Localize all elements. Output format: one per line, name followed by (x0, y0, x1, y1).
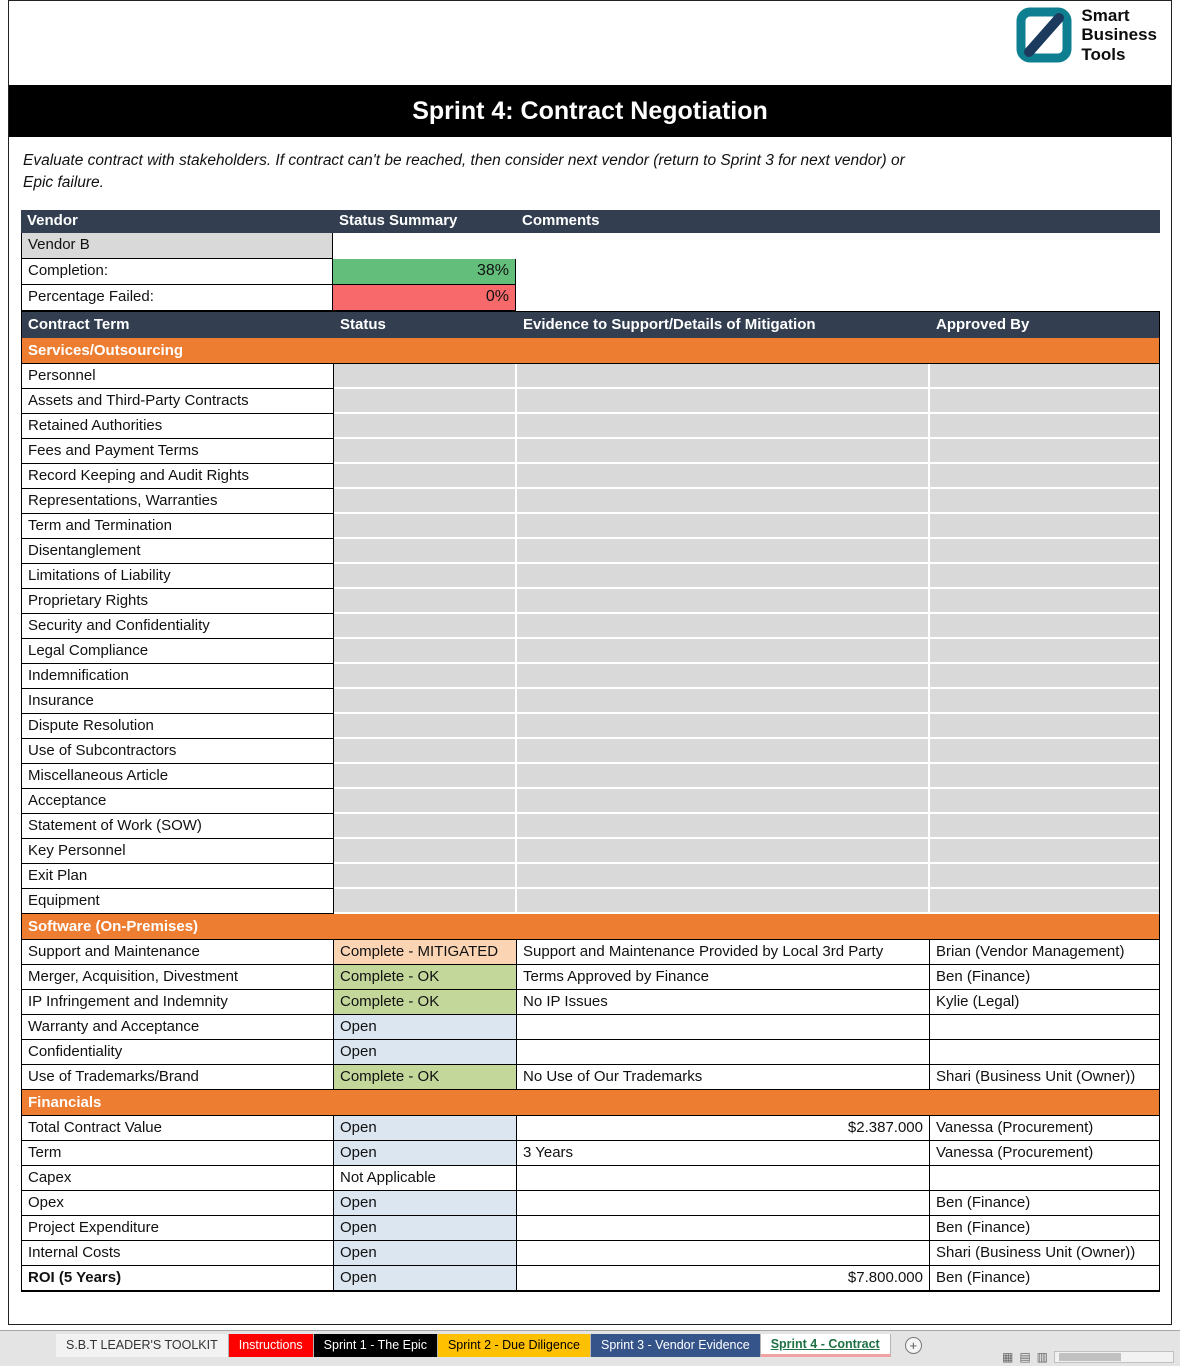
sheet-view-icon-3[interactable]: ▥ (1036, 1350, 1048, 1364)
table-row (22, 1015, 1159, 1040)
completion-value-cell[interactable]: 38% (333, 259, 516, 285)
table-row (22, 539, 1159, 564)
table-row (22, 464, 1159, 489)
cell-evidence[interactable]: Terms Approved by Finance (517, 965, 930, 990)
cell-evidence[interactable] (517, 1216, 930, 1241)
sheet-tab-s-b-t-leader-s-toolkit[interactable]: S.B.T LEADER'S TOOLKIT (56, 1334, 229, 1357)
cell-term[interactable]: Warranty and Acceptance (22, 1015, 334, 1040)
completion-row (21, 259, 1160, 285)
sheet-tab-instructions[interactable]: Instructions (229, 1334, 314, 1357)
cell-evidence[interactable] (517, 664, 930, 689)
table-row (22, 789, 1159, 814)
table-row (22, 739, 1159, 764)
cell-approved[interactable]: Ben (Finance) (930, 965, 1159, 990)
cell-approved[interactable]: Shari (Business Unit (Owner)) (930, 1241, 1159, 1266)
cell-approved[interactable] (930, 664, 1159, 689)
section-header-software-on-premises: Software (On-Premises) (22, 914, 1159, 940)
cell-status[interactable] (334, 489, 517, 514)
cell-term[interactable]: Internal Costs (22, 1241, 334, 1266)
sheet-tab-sprint-4-contract[interactable]: Sprint 4 - Contract (761, 1334, 891, 1357)
cell-approved[interactable] (930, 714, 1159, 739)
horizontal-scrollbar[interactable] (1054, 1351, 1174, 1363)
cell-term[interactable]: Total Contract Value (22, 1116, 334, 1141)
cell-status[interactable] (334, 439, 517, 464)
cell-evidence[interactable] (517, 1241, 930, 1266)
table-row (22, 1191, 1159, 1216)
cell-term[interactable]: ROI (5 Years) (22, 1266, 334, 1291)
cell-evidence[interactable] (517, 1191, 930, 1216)
cell-status[interactable] (334, 789, 517, 814)
cell-approved[interactable]: Brian (Vendor Management) (930, 940, 1159, 965)
failed-label[interactable]: Percentage Failed: (21, 285, 333, 311)
cell-evidence[interactable] (517, 689, 930, 714)
cell-term[interactable]: Disentanglement (22, 539, 334, 564)
cell-status[interactable]: Complete - OK (334, 965, 517, 990)
sheet-view-icon-2[interactable]: ▤ (1019, 1350, 1031, 1364)
cell-status[interactable]: Open (334, 1040, 517, 1065)
table-row (22, 589, 1159, 614)
cell-approved[interactable] (930, 789, 1159, 814)
cell-evidence[interactable] (517, 839, 930, 864)
cell-approved[interactable]: Vanessa (Procurement) (930, 1141, 1159, 1166)
cell-term[interactable]: Use of Trademarks/Brand (22, 1065, 334, 1090)
cell-approved[interactable] (930, 564, 1159, 589)
cell-evidence[interactable] (517, 564, 930, 589)
cell-evidence[interactable]: No IP Issues (517, 990, 930, 1015)
cell-evidence[interactable] (517, 1166, 930, 1191)
cell-status[interactable]: Open (334, 1015, 517, 1040)
sheet-view-icon-1[interactable]: ▦ (1001, 1350, 1014, 1364)
table-row (22, 1065, 1159, 1090)
table-row (22, 1040, 1159, 1065)
cell-status[interactable] (334, 739, 517, 764)
cell-approved[interactable] (930, 389, 1159, 414)
col-contract-term: Contract Term (28, 316, 130, 333)
sheet-tabs (56, 1334, 891, 1357)
cell-term[interactable]: Retained Authorities (22, 414, 334, 439)
cell-status[interactable] (334, 714, 517, 739)
cell-status[interactable] (334, 589, 517, 614)
table-row (22, 965, 1159, 990)
cell-approved[interactable] (930, 1166, 1159, 1191)
cell-evidence[interactable] (517, 614, 930, 639)
table-row (22, 514, 1159, 539)
top-strip (9, 1, 1171, 85)
cell-term[interactable]: Term (22, 1141, 334, 1166)
col-status: Status (340, 316, 386, 333)
table-row (22, 1141, 1159, 1166)
smart-business-tools-logo (1015, 6, 1157, 64)
new-sheet-button[interactable]: + (905, 1337, 922, 1354)
cell-status[interactable]: Open (334, 1116, 517, 1141)
logo-text (1081, 6, 1157, 63)
cell-approved[interactable] (930, 489, 1159, 514)
cell-evidence[interactable] (517, 414, 930, 439)
cell-term[interactable]: Statement of Work (SOW) (22, 814, 334, 839)
cell-term[interactable]: Personnel (22, 364, 334, 389)
cell-status[interactable] (334, 364, 517, 389)
cell-approved[interactable] (930, 839, 1159, 864)
cell-term[interactable]: Acceptance (22, 789, 334, 814)
cell-term[interactable]: Term and Termination (22, 514, 334, 539)
cell-evidence[interactable] (517, 364, 930, 389)
failed-row (21, 285, 1160, 311)
cell-status[interactable]: Open (334, 1241, 517, 1266)
cell-term[interactable]: Insurance (22, 689, 334, 714)
cell-status[interactable] (334, 414, 517, 439)
cell-term[interactable]: Dispute Resolution (22, 714, 334, 739)
cell-approved[interactable]: Vanessa (Procurement) (930, 1116, 1159, 1141)
cell-evidence[interactable] (517, 714, 930, 739)
sheet-tabs-wrap (56, 1334, 922, 1357)
table-row (22, 814, 1159, 839)
cell-term[interactable]: Exit Plan (22, 864, 334, 889)
col-approved-by: Approved By (936, 316, 1030, 333)
cell-term[interactable]: Fees and Payment Terms (22, 439, 334, 464)
cell-status[interactable]: Complete - OK (334, 990, 517, 1015)
cell-term[interactable]: Use of Subcontractors (22, 739, 334, 764)
cell-status[interactable] (334, 564, 517, 589)
cell-evidence[interactable] (517, 589, 930, 614)
cell-status[interactable] (334, 664, 517, 689)
table-row (22, 839, 1159, 864)
cell-evidence[interactable] (517, 814, 930, 839)
section-header-financials: Financials (22, 1090, 1159, 1116)
table-row (22, 1166, 1159, 1191)
table-row (22, 864, 1159, 889)
logo-icon (1015, 6, 1073, 64)
cell-status[interactable] (334, 864, 517, 889)
table-row (22, 714, 1159, 739)
cell-approved[interactable] (930, 739, 1159, 764)
cell-status[interactable] (334, 839, 517, 864)
cell-term[interactable]: Opex (22, 1191, 334, 1216)
cell-approved[interactable] (930, 514, 1159, 539)
cell-approved[interactable] (930, 364, 1159, 389)
cell-evidence[interactable] (517, 864, 930, 889)
cell-term[interactable]: Security and Confidentiality (22, 614, 334, 639)
logo-text-line2: Business (1081, 25, 1157, 45)
cell-term[interactable]: Assets and Third-Party Contracts (22, 389, 334, 414)
cell-term[interactable]: Indemnification (22, 664, 334, 689)
table-row (22, 364, 1159, 389)
cell-status[interactable]: Complete - OK (334, 1065, 517, 1090)
logo-text-line1: Smart (1081, 6, 1130, 26)
cell-evidence[interactable] (517, 764, 930, 789)
cell-term[interactable]: Proprietary Rights (22, 589, 334, 614)
cell-status[interactable]: Open (334, 1191, 517, 1216)
col-evidence: Evidence to Support/Details of Mitigation (523, 316, 816, 333)
cell-term[interactable]: Record Keeping and Audit Rights (22, 464, 334, 489)
cell-status[interactable] (334, 514, 517, 539)
cell-status[interactable] (334, 539, 517, 564)
cell-evidence[interactable] (517, 1015, 930, 1040)
table-row (22, 664, 1159, 689)
cell-approved[interactable] (930, 539, 1159, 564)
cell-evidence[interactable]: $7.800.000 (517, 1266, 930, 1291)
cell-term[interactable]: Miscellaneous Article (22, 764, 334, 789)
cell-term[interactable]: Capex (22, 1166, 334, 1191)
cell-status[interactable] (334, 639, 517, 664)
cell-status[interactable] (334, 389, 517, 414)
cell-evidence[interactable] (517, 539, 930, 564)
cell-approved[interactable] (930, 1040, 1159, 1065)
cell-evidence[interactable]: $2.387.000 (517, 1116, 930, 1141)
cell-term[interactable]: Support and Maintenance (22, 940, 334, 965)
cell-approved[interactable] (930, 689, 1159, 714)
table-row (22, 764, 1159, 789)
cell-approved[interactable]: Ben (Finance) (930, 1216, 1159, 1241)
sheet-tab-sprint-1-the-epic[interactable]: Sprint 1 - The Epic (314, 1334, 438, 1357)
vendor-row (21, 233, 1160, 259)
cell-approved[interactable] (930, 1015, 1159, 1040)
cell-approved[interactable] (930, 464, 1159, 489)
cell-term[interactable]: Legal Compliance (22, 639, 334, 664)
cell-term[interactable]: Confidentiality (22, 1040, 334, 1065)
cell-evidence[interactable] (517, 789, 930, 814)
sheet-content (21, 210, 1160, 1292)
cell-approved[interactable]: Shari (Business Unit (Owner)) (930, 1065, 1159, 1090)
sheet-tab-bar (0, 1330, 1180, 1366)
worksheet (8, 0, 1172, 1325)
cell-evidence[interactable]: 3 Years (517, 1141, 930, 1166)
cell-approved[interactable] (930, 614, 1159, 639)
cell-evidence[interactable] (517, 889, 930, 914)
cell-evidence[interactable] (517, 464, 930, 489)
summary-col-vendor: Vendor (27, 212, 78, 229)
completion-label[interactable]: Completion: (21, 259, 333, 285)
cell-evidence[interactable]: Support and Maintenance Provided by Local 3rd Party (517, 940, 930, 965)
cell-approved[interactable] (930, 639, 1159, 664)
cell-status[interactable]: Open (334, 1266, 517, 1291)
cell-approved[interactable]: Ben (Finance) (930, 1191, 1159, 1216)
cell-evidence[interactable] (517, 739, 930, 764)
cell-approved[interactable]: Ben (Finance) (930, 1266, 1159, 1291)
cell-term[interactable]: Project Expenditure (22, 1216, 334, 1241)
cell-approved[interactable] (930, 814, 1159, 839)
cell-approved[interactable] (930, 439, 1159, 464)
sheet-tab-sprint-2-due-diligence[interactable]: Sprint 2 - Due Diligence (438, 1334, 591, 1357)
cell-evidence[interactable] (517, 439, 930, 464)
cell-evidence[interactable] (517, 514, 930, 539)
cell-approved[interactable] (930, 414, 1159, 439)
table-row (22, 564, 1159, 589)
table-row (22, 1241, 1159, 1266)
cell-term[interactable]: Merger, Acquisition, Divestment (22, 965, 334, 990)
cell-evidence[interactable] (517, 389, 930, 414)
cell-approved[interactable]: Kylie (Legal) (930, 990, 1159, 1015)
cell-status[interactable] (334, 889, 517, 914)
cell-evidence[interactable] (517, 639, 930, 664)
cell-term[interactable]: Representations, Warranties (22, 489, 334, 514)
table-row (22, 689, 1159, 714)
summary-col-comments: Comments (522, 212, 600, 229)
vendor-name-cell[interactable]: Vendor B (21, 233, 333, 259)
table-row (22, 889, 1159, 914)
table-row (22, 489, 1159, 514)
cell-evidence[interactable] (517, 489, 930, 514)
cell-status[interactable]: Open (334, 1141, 517, 1166)
cell-status[interactable] (334, 464, 517, 489)
sheet-tab-sprint-3-vendor-evidence[interactable]: Sprint 3 - Vendor Evidence (591, 1334, 761, 1357)
cell-approved[interactable] (930, 889, 1159, 914)
tabbar-right-controls (1002, 1351, 1174, 1363)
summary-table (21, 210, 1160, 311)
table-row (22, 1216, 1159, 1241)
table-row (22, 1116, 1159, 1141)
contract-table (21, 311, 1160, 1292)
table-row (22, 439, 1159, 464)
cell-term[interactable]: Key Personnel (22, 839, 334, 864)
cell-approved[interactable] (930, 864, 1159, 889)
logo-text-line3: Tools (1081, 44, 1126, 64)
cell-status[interactable]: Not Applicable (334, 1166, 517, 1191)
contract-table-rows (22, 338, 1159, 1291)
failed-value-cell[interactable]: 0% (333, 285, 516, 311)
cell-term[interactable]: Equipment (22, 889, 334, 914)
horizontal-scrollbar-thumb[interactable] (1059, 1353, 1121, 1361)
cell-status[interactable]: Complete - MITIGATED (334, 940, 517, 965)
summary-col-status-summary: Status Summary (339, 212, 458, 229)
table-row (22, 414, 1159, 439)
table-row (22, 639, 1159, 664)
summary-header-row (21, 210, 1160, 233)
cell-term[interactable]: IP Infringement and Indemnity (22, 990, 334, 1015)
cell-term[interactable]: Limitations of Liability (22, 564, 334, 589)
cell-status[interactable] (334, 689, 517, 714)
table-row (22, 990, 1159, 1015)
description-text: Evaluate contract with stakeholders. If contract can't be reached, then consider next vendor (return to Sprint 3 for next vendor) or Epic failure. (23, 152, 905, 192)
contract-table-header (22, 312, 1159, 338)
page-title: Sprint 4: Contract Negotiation (9, 85, 1171, 137)
cell-evidence[interactable] (517, 1040, 930, 1065)
cell-approved[interactable] (930, 589, 1159, 614)
table-row (22, 389, 1159, 414)
cell-approved[interactable] (930, 764, 1159, 789)
cell-evidence[interactable]: No Use of Our Trademarks (517, 1065, 930, 1090)
table-row (22, 940, 1159, 965)
cell-status[interactable]: Open (334, 1216, 517, 1241)
cell-status[interactable] (334, 814, 517, 839)
section-header-services-outsourcing: Services/Outsourcing (22, 338, 1159, 364)
table-row (22, 614, 1159, 639)
table-row (22, 1266, 1159, 1291)
cell-status[interactable] (334, 614, 517, 639)
cell-status[interactable] (334, 764, 517, 789)
